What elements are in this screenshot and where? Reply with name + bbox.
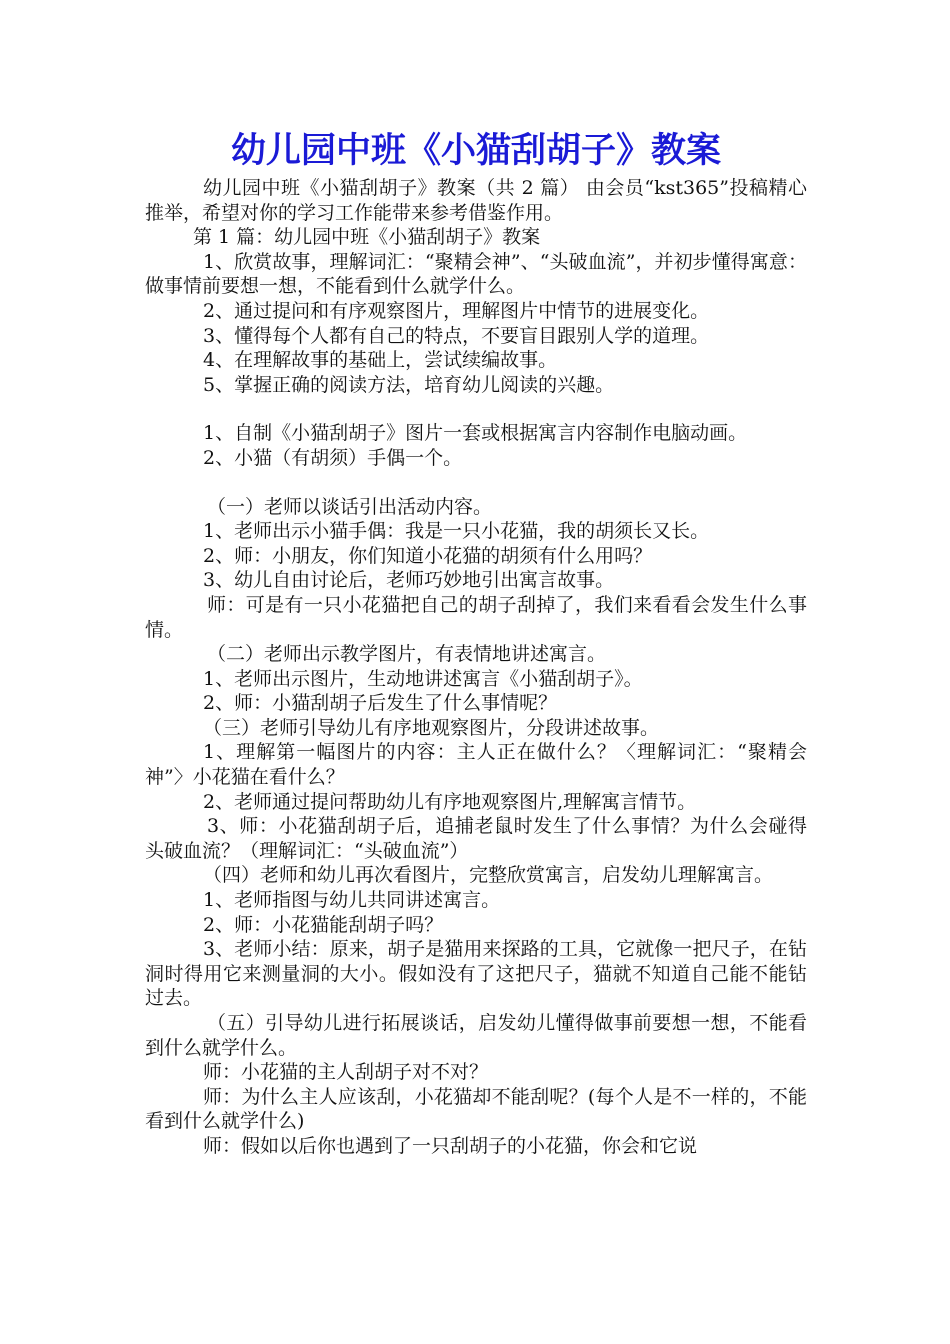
process-item: 2、师：小猫刮胡子后发生了什么事情呢？: [203, 692, 558, 715]
document-title: 幼儿园中班《小猫刮胡子》教案: [230, 130, 721, 171]
process-step-heading: （四）老师和幼儿再次看图片，完整欣赏寓言，启发幼儿理解寓言。: [203, 864, 774, 887]
process-item: 师：可是有一只小花猫把自己的胡子刮掉了，我们来看看会发生什么事情。: [145, 593, 807, 641]
document-page: [145, 128, 807, 1159]
process-item: 师：小花猫的主人刮胡子对不对？: [203, 1061, 489, 1084]
process-item: 2、师：小花猫能刮胡子吗？: [203, 913, 444, 936]
spacer: [145, 471, 807, 495]
process-item: 3、师：小花猫刮胡子后，追捕老鼠时发生了什么事情？为什么会碰得头破血流？（理解词汇：“头破血流”）: [145, 815, 807, 862]
process-item: 3、老师小结：原来，胡子是猫用来探路的工具，它就像一把尺子，在钻洞时得用它来测量洞的大小。假如没有了这把尺子，猫就不知道自己能不能钻过去。: [145, 938, 807, 1010]
goal-item: 2、通过提问和有序观察图片，理解图片中情节的进展变化。: [203, 299, 710, 322]
goal-item: 4、在理解故事的基础上，尝试续编故事。: [203, 349, 558, 372]
process-step-heading: （一）老师以谈话引出活动内容。: [207, 495, 493, 518]
process-step-heading: （五）引导幼儿进行拓展谈话，启发幼儿懂得做事前要想一想，不能看到什么就学什么。: [145, 1012, 807, 1059]
process-item: 1、老师出示小猫手偶：我是一只小花猫，我的胡须长又长。: [203, 520, 710, 543]
process-item: 1、老师出示图片，生动地讲述寓言《小猫刮胡子》。: [203, 667, 643, 690]
spacer: [145, 397, 807, 421]
section-heading: 第 1 篇：幼儿园中班《小猫刮胡子》教案: [193, 226, 541, 249]
process-item: 3、幼儿自由讨论后，老师巧妙地引出寓言故事。: [203, 569, 615, 592]
goal-item: 5、掌握正确的阅读方法，培育幼儿阅读的兴趣。: [203, 373, 615, 396]
goal-item: 3、懂得每个人都有自己的特点，不要盲目跟别人学的道理。: [203, 324, 710, 347]
process-item: 1、老师指图与幼儿共同讲述寓言。: [203, 889, 501, 912]
intro-paragraph: 幼儿园中班《小猫刮胡子》教案（共 2 篇） 由会员“kst365”投稿精心推举，希望对你的学习工作能带来参考借鉴作用。: [145, 177, 807, 224]
process-item: 2、师：小朋友，你们知道小花猫的胡须有什么用吗？: [203, 544, 653, 567]
process-item: 2、老师通过提问帮助幼儿有序地观察图片,理解寓言情节。: [203, 790, 697, 813]
goal-item: 1、欣赏故事，理解词汇：“聚精会神”、“头破血流”，并初步懂得寓意：做事情前要想一想，不能看到什么就学什么。: [145, 250, 807, 298]
process-item: 1、理解第一幅图片的内容：主人正在做什么？〈理解词汇：“聚精会神”〉小花猫在看什么？: [145, 741, 807, 789]
process-step-heading: （三）老师引导幼儿有序地观察图片，分段讲述故事。: [203, 716, 660, 739]
process-item: 师：假如以后你也遇到了一只刮胡子的小花猫，你会和它说: [203, 1134, 698, 1157]
process-step-heading: （二）老师出示教学图片，有表情地讲述寓言。: [207, 643, 607, 666]
prep-item: 1、自制《小猫刮胡子》图片一套或根据寓言内容制作电脑动画。: [203, 422, 748, 445]
process-item: 师：为什么主人应该刮，小花猫却不能刮呢？(每个人是不一样的，不能看到什么就学什么): [145, 1085, 807, 1133]
prep-item: 2、小猫（有胡须）手偶一个。: [203, 446, 463, 469]
